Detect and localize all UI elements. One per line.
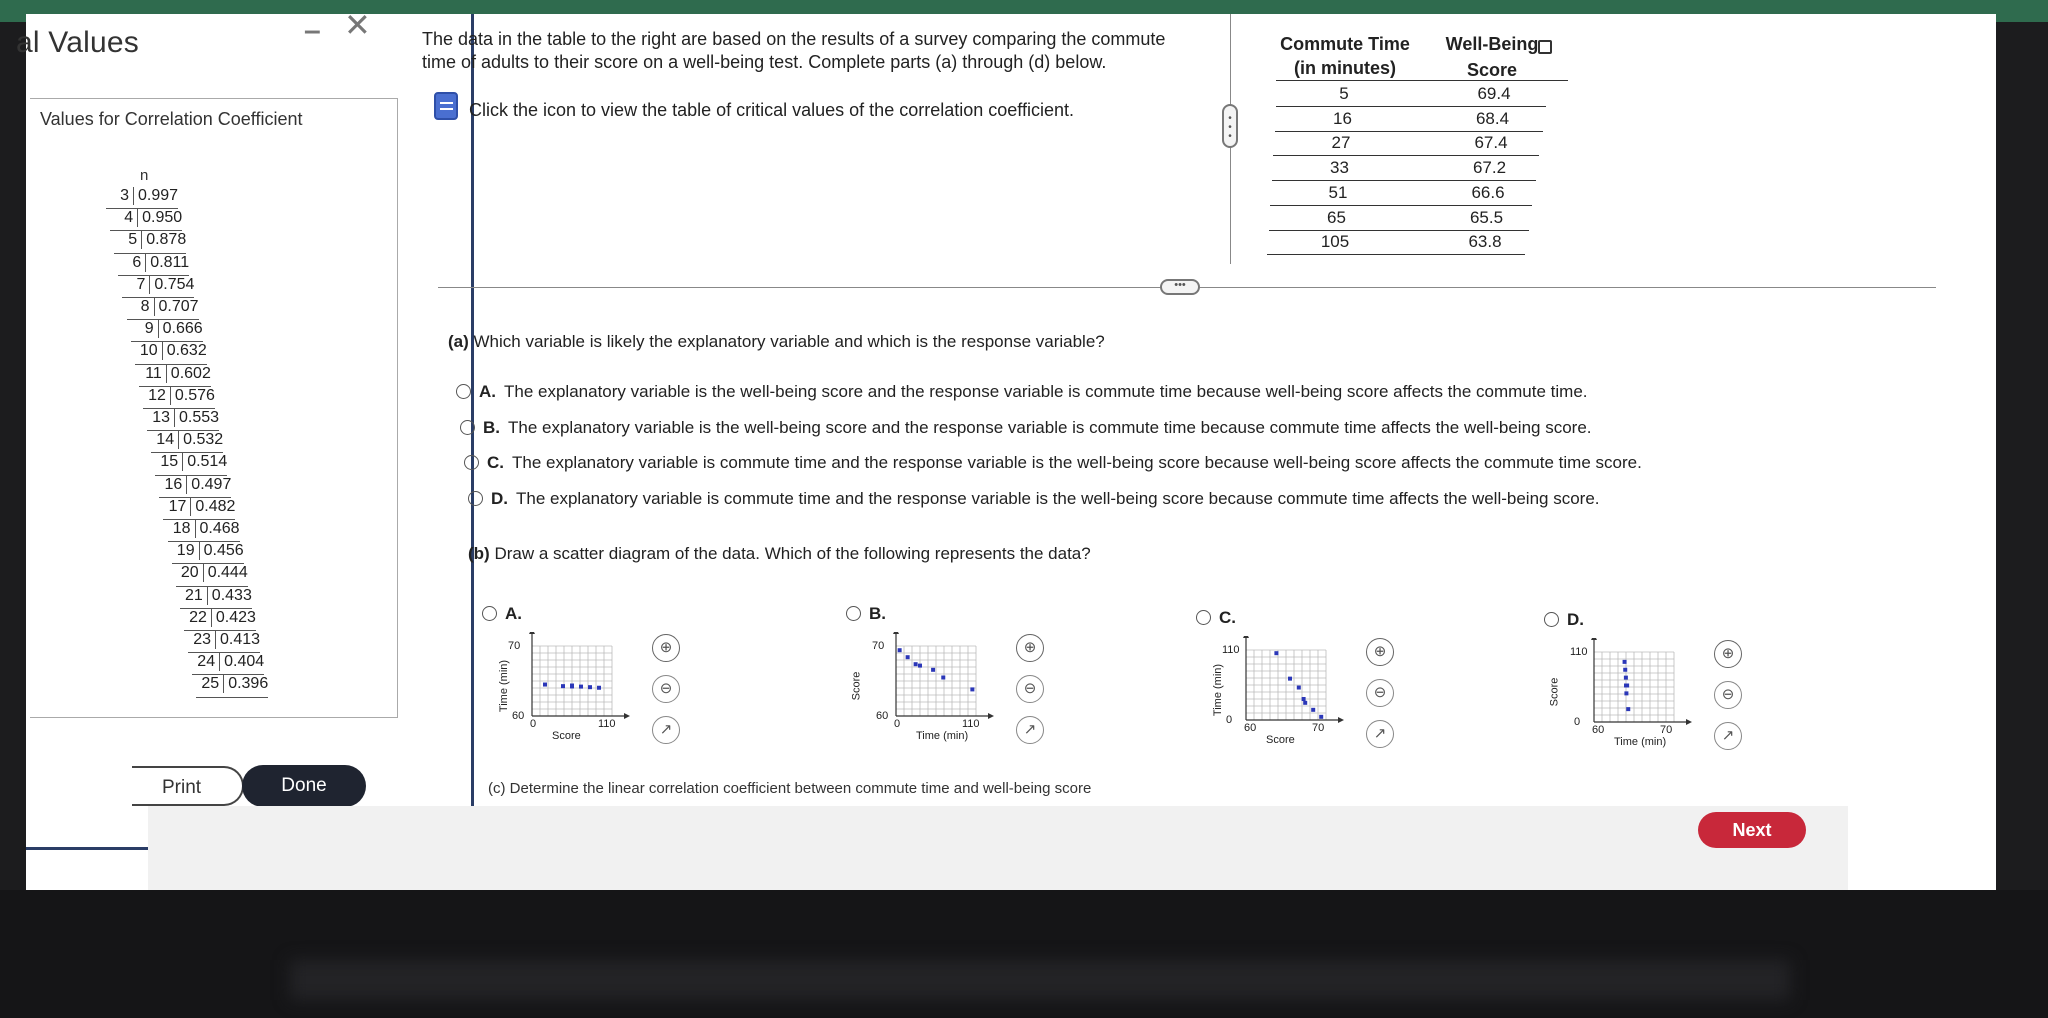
scatter-point — [1623, 668, 1627, 672]
scatter-option-choice[interactable] — [1544, 610, 1592, 630]
y-tick-bottom: 60 — [876, 710, 889, 722]
y-tick-bottom: 60 — [512, 710, 525, 722]
critical-value-row — [184, 609, 256, 631]
score-cell: 63.8 — [1468, 232, 1502, 252]
critical-value-row — [180, 587, 252, 609]
scatter-point — [1319, 715, 1323, 719]
critical-value-row — [143, 387, 215, 409]
document-icon[interactable] — [434, 92, 458, 120]
cv-n: 4 — [110, 209, 138, 227]
footer-bar — [148, 806, 1848, 890]
time-cell: 16 — [1333, 108, 1352, 128]
scatter-point — [906, 655, 910, 659]
scatter-point — [579, 685, 583, 689]
screen — [16, 7, 1996, 890]
cv-n: 7 — [122, 276, 150, 294]
y-tick-top: 70 — [508, 640, 521, 652]
y-tick-bottom: 0 — [1226, 714, 1233, 726]
part-a-option[interactable] — [460, 418, 1592, 438]
option-text: The explanatory variable is the well-being score and the response variable is commute time because commute time affects the well-being score. — [508, 417, 1592, 437]
critical-value-row — [110, 209, 182, 231]
time-cell: 33 — [1330, 158, 1349, 178]
critical-value-row — [188, 631, 260, 653]
radio-button[interactable] — [482, 606, 497, 621]
critical-value-row — [159, 476, 231, 498]
row-rule — [1272, 180, 1536, 181]
y-tick-bottom: 0 — [1574, 716, 1581, 728]
cv-value: 0.553 — [179, 409, 220, 426]
popout-icon[interactable]: ↗ — [1714, 722, 1742, 750]
col-header-time-line2: (in minutes) — [1294, 58, 1396, 78]
x-axis-label: Score — [552, 730, 581, 742]
score-cell: 68.4 — [1475, 108, 1510, 128]
y-axis-label: Score — [850, 671, 863, 701]
cv-n: 14 — [151, 431, 179, 449]
cv-n: 17 — [163, 498, 191, 516]
critical-value-row — [131, 320, 203, 342]
score-cell: 67.4 — [1474, 133, 1508, 153]
critical-value-row — [135, 342, 207, 364]
radio-button[interactable] — [464, 455, 479, 470]
time-cell: 51 — [1328, 182, 1348, 202]
cv-value: 0.423 — [215, 608, 256, 626]
scatter-option-choice[interactable] — [1196, 608, 1244, 628]
zoom-in-icon[interactable]: ⊕ — [1366, 638, 1394, 666]
x-axis-label: Score — [1266, 734, 1295, 746]
critical-value-row — [106, 187, 178, 209]
cv-value: 0.754 — [154, 275, 195, 293]
cv-value: 0.404 — [224, 653, 265, 671]
cv-value: 0.497 — [191, 475, 232, 493]
score-cell: 65.5 — [1469, 207, 1504, 227]
critical-value-row — [155, 453, 227, 475]
problem-intro: The data in the table to the right are based on the results of a survey comparing the commute time of adults to their score on a well-being test. Complete parts (a) through (d) below. — [422, 29, 1166, 72]
x-axis-label: Time (min) — [1614, 736, 1667, 748]
option-letter: B. — [483, 417, 500, 437]
cv-value: 0.396 — [228, 675, 269, 693]
scatter-point — [1288, 677, 1292, 681]
scatter-point — [1274, 651, 1278, 655]
critical-values-dialog — [16, 7, 474, 850]
critical-value-row — [196, 675, 268, 697]
critical-value-row — [163, 498, 235, 520]
print-button[interactable]: Print — [132, 766, 244, 806]
critical-value-row — [151, 431, 223, 453]
col-header-score-line2: Score — [1466, 60, 1518, 80]
row-rule — [1269, 230, 1529, 231]
zoom-in-icon[interactable]: ⊕ — [1714, 640, 1742, 668]
x-arrow-icon — [988, 713, 994, 719]
part-a-label: (a) — [448, 332, 469, 351]
scatter-point — [1311, 708, 1315, 712]
x-arrow-icon — [624, 713, 630, 719]
x-tick-left: 60 — [1244, 722, 1257, 734]
x-arrow-icon — [1686, 719, 1692, 725]
time-cell: 65 — [1327, 207, 1346, 227]
cv-value: 0.433 — [211, 586, 252, 604]
critical-value-row — [114, 231, 186, 253]
option-letter: D. — [1567, 610, 1584, 629]
n-column-header: n — [140, 167, 149, 184]
y-arrow-icon — [1591, 638, 1597, 640]
row-rule — [1273, 155, 1539, 156]
cv-value: 0.456 — [203, 542, 244, 560]
cv-n: 8 — [127, 298, 155, 316]
radio-button[interactable] — [460, 420, 475, 435]
cv-n: 10 — [135, 342, 163, 360]
scatter-point — [1297, 686, 1301, 690]
critical-value-row — [176, 564, 248, 586]
scatter-point — [561, 684, 565, 688]
zoom-out-icon[interactable]: ⊖ — [1016, 675, 1044, 703]
cv-n: 13 — [147, 409, 175, 427]
scatter-point — [597, 686, 601, 690]
radio-button[interactable] — [1196, 610, 1211, 625]
zoom-out-icon[interactable]: ⊖ — [1714, 681, 1742, 709]
critical-values-panel — [30, 98, 398, 718]
y-tick-top: 110 — [1570, 646, 1588, 658]
critical-value-row — [127, 298, 199, 320]
cv-n: 21 — [180, 587, 208, 605]
x-tick-right: 110 — [962, 718, 980, 730]
vertical-resize-handle[interactable]: • • • — [1222, 104, 1238, 148]
part-a-option[interactable] — [456, 382, 1588, 402]
scatter-point — [1623, 660, 1627, 664]
option-letter: D. — [491, 488, 508, 508]
cv-n: 5 — [114, 231, 142, 249]
cv-value: 0.707 — [158, 298, 199, 315]
panel-title: Values for Correlation Coefficient — [40, 109, 303, 129]
y-axis-label: Score — [1548, 677, 1561, 707]
cv-value: 0.482 — [195, 497, 236, 515]
y-arrow-icon — [893, 632, 899, 634]
scatter-point — [931, 668, 935, 672]
cv-n: 18 — [168, 520, 196, 538]
scatter-point — [570, 684, 574, 688]
cv-n: 12 — [143, 387, 171, 405]
table-header-rule — [1276, 80, 1568, 81]
time-cell: 27 — [1331, 133, 1351, 153]
part-b-question — [468, 544, 1091, 564]
scatter-point — [898, 648, 902, 652]
radio-button[interactable] — [456, 384, 471, 399]
scatter-point — [1624, 676, 1628, 680]
cv-n: 15 — [155, 453, 183, 471]
cv-value: 0.950 — [142, 209, 183, 227]
x-tick-left: 0 — [530, 718, 537, 730]
row-rule — [1270, 205, 1532, 206]
cv-n: 9 — [131, 320, 159, 338]
x-tick-right: 110 — [598, 718, 616, 730]
cv-value: 0.632 — [166, 342, 207, 360]
cv-n: 25 — [196, 675, 224, 693]
option-text: The explanatory variable is the well-being score and the response variable is commute time because well-being score affects the commute time. — [504, 382, 1588, 401]
cv-value: 0.997 — [138, 187, 179, 204]
close-icon[interactable]: ✕ — [344, 7, 371, 43]
critical-value-row — [147, 409, 219, 431]
scatter-point — [1624, 691, 1628, 695]
y-axis-label: Time (min) — [498, 659, 511, 713]
zoom-in-icon[interactable]: ⊕ — [1016, 634, 1044, 662]
scatter-option-choice[interactable] — [482, 604, 530, 624]
score-cell: 67.2 — [1472, 158, 1507, 178]
cv-n: 24 — [192, 653, 220, 671]
horizontal-resize-handle[interactable]: ••• — [1160, 279, 1200, 295]
done-button[interactable]: Done — [242, 765, 366, 807]
scatter-point — [914, 662, 918, 666]
option-letter: B. — [869, 604, 886, 623]
scatter-point — [1303, 701, 1307, 705]
critical-values-link-text: Click the icon to view the table of critical values of the correlation coefficient. — [469, 100, 1074, 120]
part-a-option[interactable] — [468, 489, 1600, 509]
y-tick-top: 70 — [872, 640, 885, 652]
cv-value: 0.514 — [187, 453, 228, 471]
cv-value: 0.413 — [220, 631, 261, 648]
x-tick-left: 60 — [1592, 724, 1605, 736]
part-a-option[interactable] — [464, 453, 1642, 473]
row-rule — [1276, 106, 1546, 107]
x-tick-right: 70 — [1312, 722, 1325, 734]
next-button[interactable]: Next — [1698, 812, 1806, 848]
x-arrow-icon — [1338, 717, 1344, 723]
y-arrow-icon — [1243, 636, 1249, 638]
cv-value: 0.602 — [170, 364, 211, 382]
critical-value-row — [192, 653, 264, 675]
copy-table-icon[interactable] — [1538, 40, 1552, 54]
scatter-point — [941, 676, 945, 680]
option-letter: C. — [1219, 608, 1236, 627]
scatter-point — [1625, 684, 1629, 688]
y-axis-label: Time (min) — [1212, 663, 1225, 717]
cv-value: 0.532 — [183, 431, 224, 449]
scatter-point — [543, 683, 547, 687]
option-letter: C. — [487, 453, 504, 472]
cv-value: 0.444 — [207, 564, 248, 582]
row-rule — [1275, 131, 1543, 132]
x-tick-right: 70 — [1660, 724, 1673, 736]
part-b-text: Draw a scatter diagram of the data. Which of the following represents the data? — [494, 544, 1091, 563]
option-text: The explanatory variable is commute time and the response variable is the well-being score because commute time affects the well-being score. — [516, 488, 1600, 508]
cv-n: 6 — [118, 254, 146, 272]
cv-value: 0.576 — [174, 386, 215, 404]
cv-n: 19 — [172, 542, 200, 560]
minimize-icon[interactable]: – — [304, 14, 321, 47]
dialog-title: al Values — [16, 26, 139, 59]
cv-n: 3 — [106, 187, 134, 205]
time-cell: 5 — [1339, 84, 1349, 103]
radio-button[interactable] — [1544, 612, 1559, 627]
critical-value-row — [118, 254, 189, 276]
popout-icon[interactable]: ↗ — [652, 716, 680, 744]
scatter-point — [588, 685, 592, 689]
col-header-time-line1: Commute Time — [1280, 34, 1410, 54]
scatter-option-choice[interactable] — [846, 604, 894, 624]
zoom-out-icon[interactable]: ⊖ — [652, 675, 680, 703]
cv-n: 16 — [159, 476, 187, 494]
cv-value: 0.878 — [146, 231, 187, 249]
zoom-out-icon[interactable]: ⊖ — [1366, 679, 1394, 707]
scatter-point — [1626, 707, 1630, 711]
zoom-in-icon[interactable]: ⊕ — [652, 634, 680, 662]
cv-n: 20 — [176, 564, 204, 582]
cv-n: 11 — [139, 365, 167, 383]
cv-value: 0.468 — [199, 520, 240, 537]
critical-value-row — [139, 365, 211, 387]
time-cell: 105 — [1320, 232, 1350, 252]
scatter-point — [918, 664, 922, 668]
radio-button[interactable] — [468, 491, 483, 506]
option-letter: A. — [505, 604, 522, 623]
part-a-text: Which variable is likely the explanatory variable and which is the response variable? — [473, 332, 1105, 351]
part-a-question — [448, 332, 1105, 352]
part-b-label: (b) — [468, 544, 490, 563]
row-rule — [1267, 254, 1525, 255]
x-tick-left: 0 — [894, 718, 901, 730]
option-text: The explanatory variable is commute time and the response variable is the well-being score because well-being score affects the commute time score. — [512, 453, 1642, 472]
popout-icon[interactable]: ↗ — [1366, 720, 1394, 748]
y-arrow-icon — [529, 632, 535, 634]
critical-value-row — [172, 542, 244, 564]
y-tick-top: 110 — [1222, 644, 1240, 656]
scatter-point — [1302, 697, 1306, 701]
cv-n: 22 — [184, 609, 212, 627]
score-cell: 69.4 — [1477, 84, 1511, 103]
option-letter: A. — [479, 382, 496, 401]
part-c-question: (c) Determine the linear correlation coefficient between commute time and well-being score — [488, 780, 1092, 797]
popout-icon[interactable]: ↗ — [1016, 716, 1044, 744]
col-header-score-line1: Well-Being — [1445, 34, 1539, 54]
monitor-bezel — [0, 890, 2048, 1018]
critical-value-row — [168, 520, 240, 542]
x-axis-label: Time (min) — [916, 730, 969, 742]
scatter-point — [970, 687, 974, 691]
critical-value-row — [122, 276, 194, 298]
cv-value: 0.811 — [150, 253, 190, 271]
cv-value: 0.666 — [162, 320, 203, 338]
radio-button[interactable] — [846, 606, 861, 621]
score-cell: 66.6 — [1471, 182, 1505, 202]
cv-n: 23 — [188, 631, 216, 649]
